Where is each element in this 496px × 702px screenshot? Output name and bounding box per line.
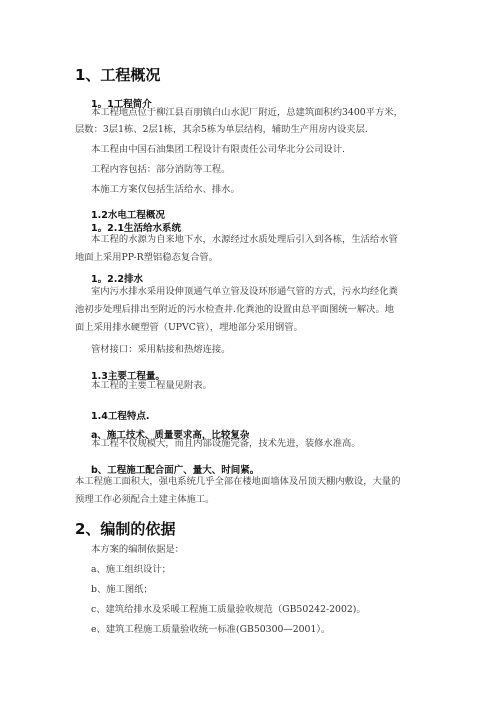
paragraph-drain-line-1: 室内污水排水采用设伸顶通气单立管及设环形通气管的方式，污水均经化粪 [91,286,398,297]
paragraph-b-line-1: 本工程施工面积大，强电系统几乎全部在楼地面墙体及吊顶天棚内敷设，大量的 [75,476,401,487]
paragraph-quantity: 本工程的主要工程量见附表。 [91,380,212,391]
paragraph-a: 本工程不仅规模大，而且内部设施完备，技术先进，装修水准高。 [91,438,361,449]
list-item-e: e、建筑工程施工质量验收统一标准(GB50300—2001）。 [91,624,331,635]
list-item-b: b、施工图纸； [91,584,153,595]
subheading-a: a、施工技术、质量要求高，比较复杂 [91,430,250,441]
paragraph-design: 本工程由中国石油集团工程设计有限责任公司华北分公司设计. [91,144,345,155]
paragraph-water-line-2: 地面上采用PP-R塑铝稳态复合管。 [75,252,219,263]
section-1-title: 1、工程概况 [75,66,161,84]
list-item-a: a、施工组织设计； [91,564,171,575]
paragraph-b-line-2: 预理工作必须配合土建主体施工。 [75,494,215,505]
list-item-c: c、建筑给排水及采暖工程施工质量验收规范（GB50242-2002)。 [91,604,366,615]
paragraph-scope: 本施工方案仅包括生活给水、排水。 [91,184,240,195]
heading-1-1: 1。1工程简介 [91,99,152,110]
paragraph-content: 工程内容包括：部分消防等工程。 [91,164,231,175]
paragraph-basis-intro: 本方案的编制依据是： [91,544,184,555]
heading-1-4: 1.4工程特点. [91,411,150,422]
section-2-title: 2、编制的依据 [75,520,176,538]
heading-1-3: 1.3主要工程量。 [91,371,165,382]
paragraph-water-line-1: 本工程的水源为自来地下水，水源经过水质处理后引入到各栋，生活给水管 [91,234,398,245]
paragraph-intro-line-1: 本工程地点位于柳江县百朋镇白山水泥厂附近，总建筑面积约3400平方米， [91,107,403,118]
paragraph-drain-line-3: 面上采用排水硬塑管（UPVC管），埋地部分采用钢管。 [75,322,303,333]
heading-1-2: 1.2水电工程概况 [91,210,165,221]
paragraph-drain-line-2: 池初步处理后排出至附近的污水检查井.化粪池的设置由总平面图统一解决。地 [75,304,395,315]
paragraph-intro-line-2: 层数：3层1栋、2层1栋，其余5栋为单层结构，辅助生产用房内设夹层. [75,124,368,135]
heading-1-2-2: 1。2.2排水 [91,274,143,285]
subheading-b: b、工程施工配合面广、量大、时间紧。 [91,465,260,476]
heading-1-2-1: 1。2.1生活给水系统 [91,223,181,234]
paragraph-pipe: 管材接口：采用粘接和热熔连接。 [91,344,231,355]
